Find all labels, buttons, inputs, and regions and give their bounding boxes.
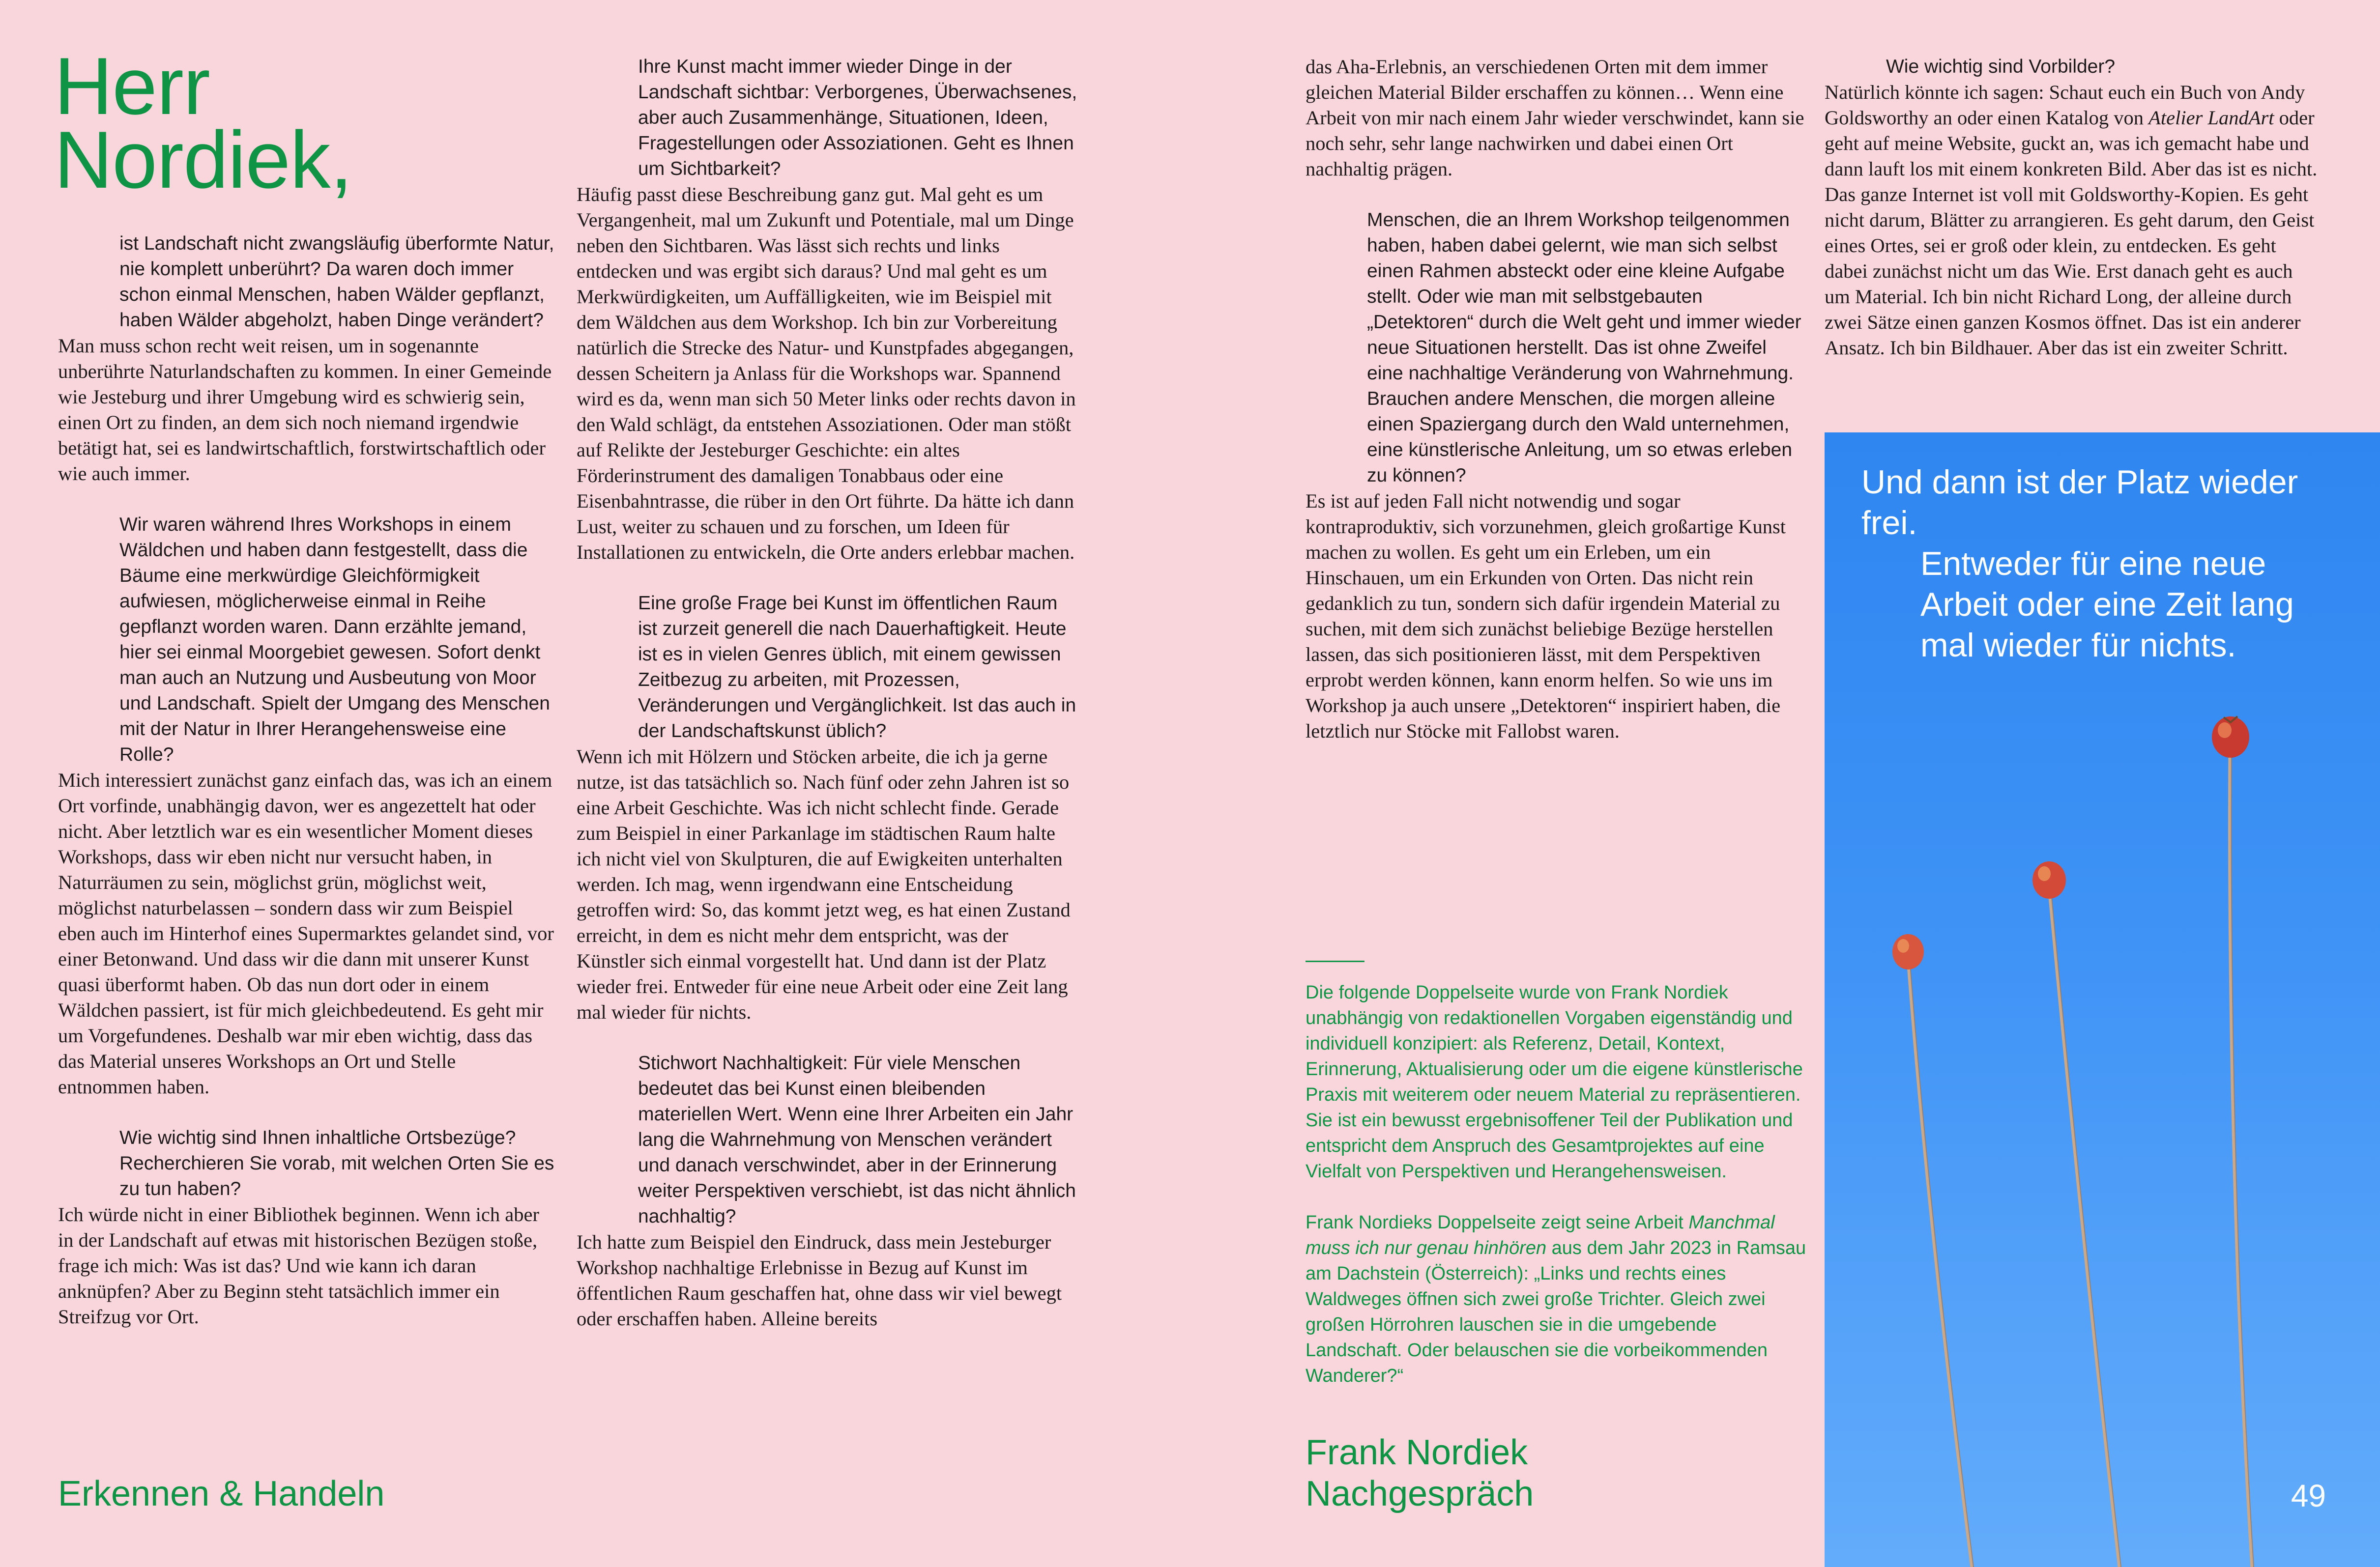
artwork-photo — [1825, 432, 2380, 1567]
interview-question: Wie wichtig sind Ihnen inhaltliche Ortsbezüge? Recherchieren Sie vorab, mit welchen Orten Sie es zu tun haben? — [119, 1127, 554, 1199]
interview-question: Stichwort Nachhaltigkeit: Für viele Menschen bedeutet das bei Kunst einen bleibenden materiellen Wert. Wenn eine Ihrer Arbeiten ein Jahr lang die Wahrnehmung von Menschen verändert und danach verschwindet, aber in der Erinnerung weiter Perspektiven verschiebt, ist das nicht ähnlich nachhaltig? — [638, 1053, 1076, 1227]
interview-answer: Mich interessiert zunächst ganz einfach das, was ich an einem Ort vorfinde, unabhängig davon, wer es angezettelt hat oder nicht. Aber letztlich war es ein wesentlicher Moment dieses Workshops, dass wir eben nicht nur versucht haben, in Naturräumen zu sein, möglichst grün, möglichst weit, möglichst naturbelassen – sondern dass wir zum Beispiel eben auch im Hinterhof eines Supermarktes gelandet sind, vor einer Betonwand. Und dass wir die dann mit unserer Kunst quasi überformt haben. Ob das nun dort oder in einem Wäldchen passiert, ist für mich gleichbedeutend. Es geht mir um Vorgefundenes. Deshalb war mir eben wichtig, dass das das Material unseres Workshops an Ort und Stelle entnommen haben. — [58, 769, 554, 1098]
interview-answer: Ich würde nicht in einer Bibliothek beginnen. Wenn ich aber in der Landschaft auf etwas mit historischen Bezügen stoße, frage ich mich: Was ist das? Und wie kann ich daran anknüpfen? Aber zu Beginn steht tatsächlich immer ein Streifzug vor Ort. — [58, 1203, 539, 1328]
title-line-2: Nordiek, — [54, 114, 352, 205]
author-name: Frank Nordiek — [1306, 1433, 1528, 1472]
pull-quote-line-2: Entweder für eine neue Arbeit oder eine Zeit lang mal wieder für nichts. — [1920, 545, 2294, 664]
interview-question: Menschen, die an Ihrem Workshop teilgenommen haben, haben dabei gelernt, wie man sich selbst einen Rahmen absteckt oder eine kleine Aufgabe stellt. Oder wie man mit selbstgebauten „Detektoren“ durch die Welt geht und immer wieder neue Situationen herstellt. Das ist ohne Zweifel eine nachhaltige Veränderung von Wahrnehmung. Brauchen andere Menschen, die morgen alleine einen Spaziergang durch den Wald unternehmen, eine künstlerische Anleitung, um so etwas erleben zu können? — [1367, 209, 1801, 486]
note-rule — [1306, 961, 1364, 962]
interview-column-1 — [58, 231, 554, 1355]
author-footer — [1306, 1432, 1534, 1514]
interview-column-4 — [1825, 54, 2321, 386]
interview-question: Wie wichtig sind Vorbilder? — [1886, 56, 2116, 77]
interview-column-3 — [1306, 54, 1807, 769]
interview-answer: das Aha-Erlebnis, an verschiedenen Orten mit dem immer gleichen Material Bilder erschaffen zu können… Wenn eine Arbeit von mir nach einem Jahr wieder verschwindet, kann sie noch sehr, sehr lange nachwirken und dabei einen Ort nachhaltig prägen. — [1306, 56, 1804, 180]
artwork-title: Manchmal muss ich nur genau hinhören — [1306, 1212, 1775, 1258]
pull-quote-line-1: Und dann ist der Platz wieder frei. — [1861, 463, 2298, 541]
page-number: 49 — [2291, 1478, 2326, 1513]
pull-quote — [1861, 462, 2353, 666]
interview-question: Wir waren während Ihres Workshops in einem Wäldchen und haben dann festgestellt, dass die Bäume eine merkwürdige Gleichförmigkeit aufwiesen, möglicherweise einmal in Reihe gepflanzt worden waren. Dann erzählte jemand, hier sei einmal Moorgebiet gewesen. Sofort denkt man auch an Nutzung und Ausbeutung von Moor und Landschaft. Spielt der Umgang des Menschen mit der Natur in Ihrer Herangehensweise eine Rolle? — [119, 514, 550, 765]
section-footer: Erkennen & Handeln — [58, 1474, 385, 1513]
interview-answer: Es ist auf jeden Fall nicht notwendig und sogar kontraproduktiv, sich vorzunehmen, gleich großartige Kunst machen zu wollen. Es geht um ein Erleben, um ein Hinschauen, um ein Erkunden von Orten. Das nicht rein gedanklich zu tun, sondern sich dafür irgendein Material zu suchen, mit dem sich zunächst beliebige Bezüge herstellen lassen, das sich positionieren lässt, mit dem Perspektiven erprobt werden können, kann enorm helfen. So wie uns im Workshop ja auch unsere „Detektoren“ inspiriert haben, die letztlich nur Stöcke mit Fallobst waren. — [1306, 490, 1786, 742]
interview-answer: Man muss schon recht weit reisen, um in sogenannte unberührte Naturlandschaften zu kommen. In einer Gemeinde wie Jesteburg und ihrer Umgebung wird es schwierig sein, einen Ort zu finden, an dem sich noch niemand irgendwie betätigt hat, sei es landwirtschaftlich, forstwirtschaftlich oder wie auch immer. — [58, 335, 552, 484]
interview-answer: Ich hatte zum Beispiel den Eindruck, dass mein Jesteburger Workshop nachhaltige Erlebnisse in Bezug auf Kunst im öffentlichen Raum geschaffen hat, ohne dass wir viel bewegt oder erschaffen haben. Alleine bereits — [577, 1231, 1062, 1330]
interview-question: ist Landschaft nicht zwangsläufig überformte Natur, nie komplett unberührt? Da waren doch immer schon einmal Menschen, haben Wälder gepflanzt, haben Wälder abgeholzt, haben Dinge verändert? — [119, 233, 554, 331]
interview-answer: Natürlich könnte ich sagen: Schaut euch ein Buch von Andy Goldsworthy an oder einen Katalog von Atelier LandArt oder geht auf meine Website, guckt an, was ich gemacht habe und dann lauft los mit einem konkreten Bild. Aber das ist es nicht. Das ganze Internet ist voll mit Goldsworthy-Kopien. Es geht nicht darum, Blätter zu arrangieren. Es geht darum, den Geist eines Ortes, sei er groß oder klein, zu entdecken. Es geht dabei zunächst nicht um das Wie. Erst danach geht es auch um Material. Ich bin nicht Richard Long, der alleine durch zwei Sätze einen ganzen Kosmos öffnet. Das ist ein anderer Ansatz. Ich bin Bildhauer. Aber das ist ein zweiter Schritt. — [1825, 81, 2318, 359]
note-paragraph-1: Die folgende Doppelseite wurde von Frank Nordiek unabhängig von redaktionellen Vorgaben eigenständig und individuell konzipiert: als Referenz, Detail, Kontext, Erinnerung, Aktualisierung oder um die eigene künstlerische Praxis mit weiterem oder neuem Material zu repräsentieren. Sie ist ein bewusst ergebnisoffener Teil der Publikation und entspricht dem Anspruch des Gesamtprojektes auf eine Vielfalt von Perspektiven und Herangehensweisen. — [1306, 982, 1803, 1182]
interview-answer: Häufig passt diese Beschreibung ganz gut. Mal geht es um Vergangenheit, mal um Zukunft und Potentiale, mal um Dinge neben den Sichtbaren. Was lässt sich rechts und links entdecken und was ergibt sich daraus? Und mal geht es um Merkwürdigkeiten, um Auffälligkeiten, wie im Beispiel mit dem Wäldchen aus dem Workshop. Ich bin zur Vorbereitung natürlich die Strecke des Natur- und Kunstpfades abgegangen, dessen Scheitern ja Anlass für die Workshops war. Spannend wird es da, wenn man sich 50 Meter links oder rechts davon in den Wald schlägt, da entstehen Assoziationen. Oder man stößt auf Relikte der Jesteburger Geschichte: ein altes Förderinstrument des damaligen Tonabbaus oder eine Eisenbahntrasse, die rüber in den Ort führte. Da hätte ich dann Lust, weiter zu schauen und zu forschen, um Ideen für Installationen zu entwickeln, die Orte anders erlebbar machen. — [577, 183, 1076, 563]
note-paragraph-2: Frank Nordieks Doppelseite zeigt seine Arbeit Manchmal muss ich nur genau hinhören aus dem Jahr 2023 in Ramsau am Dachstein (Österreich): „Links und rechts eines Waldweges öffnen sich zwei große Trichter. Gleich zwei großen Hörrohren lauschen sie in die umgebende Landschaft. Oder belauschen sie die vorbeikommenden Wanderer?“ — [1306, 1212, 1806, 1386]
article-title — [54, 41, 352, 205]
interview-column-2 — [577, 54, 1078, 1357]
title-line-1: Herr — [54, 41, 210, 131]
catalog-title: Atelier LandArt — [2148, 107, 2274, 129]
interview-answer: Wenn ich mit Hölzern und Stöcken arbeite, die ich ja gerne nutze, ist das tatsächlich so. Nach fünf oder zehn Jahren ist so eine Arbeit Geschichte. Was ich nicht schlecht finde. Gerade zum Beispiel in einer Parkanlage im städtischen Raum halte ich nicht viel von Skulpturen, die auf Ewigkeiten unterhalten werden. Ich mag, wenn irgendwann eine Entscheidung getroffen wird: So, das kommt jetzt weg, es hat einen Zustand erreicht, in dem es nicht mehr dem entspricht, was der Künstler sich einmal vorgestellt hat. Und dann ist der Platz wieder frei. Entweder für eine neue Arbeit oder eine Zeit lang mal wieder für nichts. — [577, 745, 1071, 1023]
editorial-note — [1306, 961, 1807, 1414]
interview-question: Eine große Frage bei Kunst im öffentlichen Raum ist zurzeit generell die nach Dauerhaftigkeit. Heute ist es in vielen Genres üblich, mit einem gewissen Zeitbezug zu arbeiten, mit Prozessen, Veränderungen und Vergänglichkeit. Ist das auch in der Landschaftskunst üblich? — [638, 593, 1076, 741]
interview-question: Ihre Kunst macht immer wieder Dinge in der Landschaft sichtbar: Verborgenes, Überwachsenes, aber auch Zusammenhänge, Situationen, Ideen, Fragestellungen oder Assoziationen. Geht es Ihnen um Sichtbarkeit? — [638, 56, 1077, 179]
article-type: Nachgespräch — [1306, 1474, 1534, 1513]
